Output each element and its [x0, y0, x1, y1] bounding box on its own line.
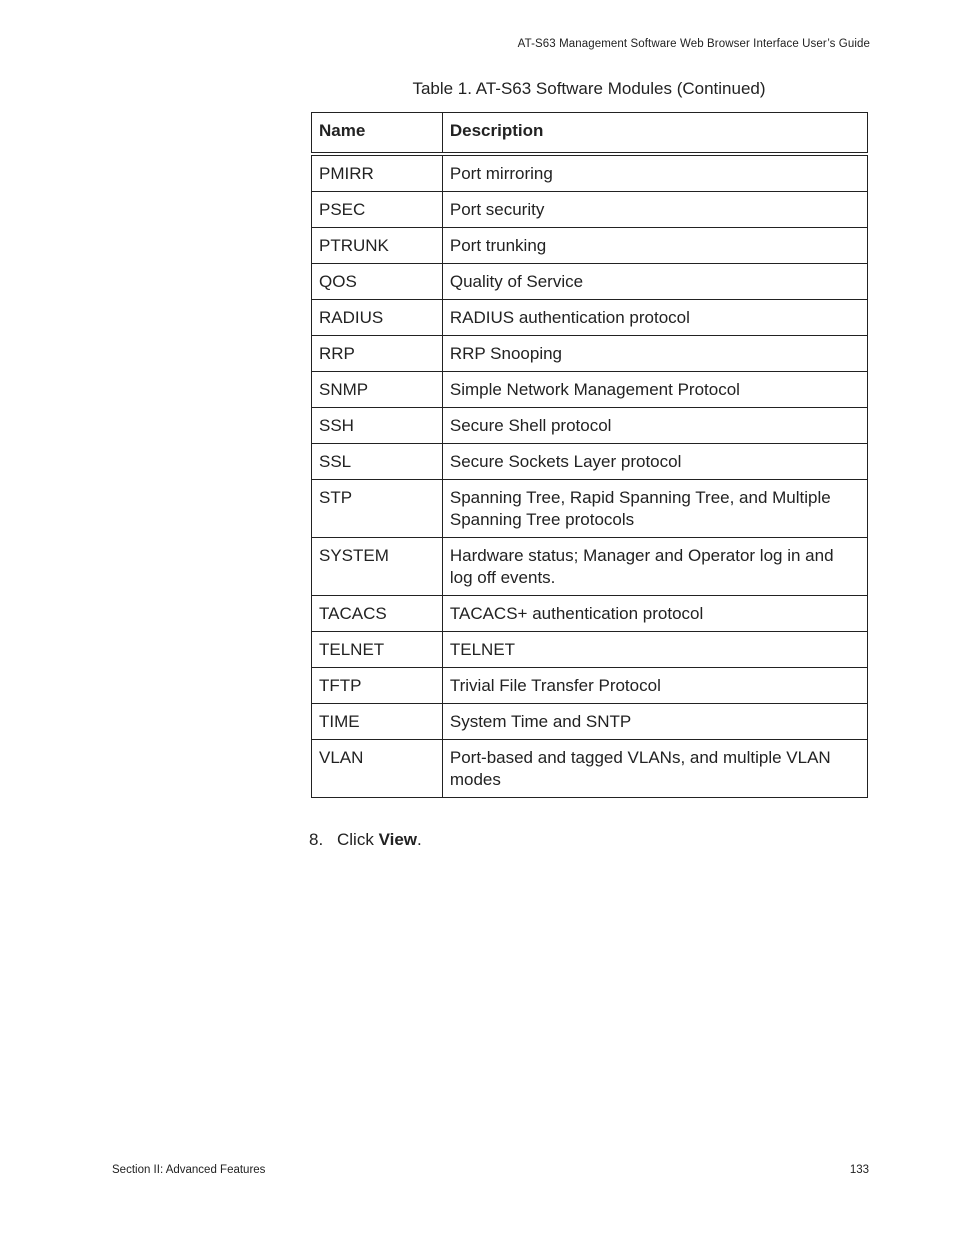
module-name-cell: RADIUS — [312, 300, 443, 336]
module-name-cell: VLAN — [312, 740, 443, 798]
module-name-cell: SSL — [312, 444, 443, 480]
module-name-cell: TFTP — [312, 668, 443, 704]
module-name-cell: TELNET — [312, 632, 443, 668]
table-row — [312, 668, 868, 704]
table-row — [312, 408, 868, 444]
module-description-cell: Secure Sockets Layer protocol — [442, 444, 867, 480]
module-description-cell: TELNET — [442, 632, 867, 668]
table-row — [312, 228, 868, 264]
module-description-cell: RRP Snooping — [442, 336, 867, 372]
running-header: AT-S63 Management Software Web Browser Interface User’s Guide — [517, 38, 870, 50]
module-name-cell: PMIRR — [312, 154, 443, 192]
table-row — [312, 264, 868, 300]
module-description-cell: Simple Network Management Protocol — [442, 372, 867, 408]
column-header-name: Name — [312, 113, 443, 155]
table-row — [312, 704, 868, 740]
step-prefix: Click — [337, 830, 379, 849]
step-number: 8. — [309, 830, 324, 849]
table-body — [312, 154, 868, 798]
footer-section: Section II: Advanced Features — [112, 1164, 266, 1176]
module-description-cell: Spanning Tree, Rapid Spanning Tree, and Multiple Spanning Tree protocols — [442, 480, 867, 538]
table-row — [312, 372, 868, 408]
table-row — [312, 632, 868, 668]
module-name-cell: RRP — [312, 336, 443, 372]
module-description-cell: TACACS+ authentication protocol — [442, 596, 867, 632]
table-row — [312, 480, 868, 538]
step-suffix: . — [417, 830, 422, 849]
table-row — [312, 538, 868, 596]
table-row — [312, 596, 868, 632]
table-row — [312, 336, 868, 372]
step-8 — [309, 830, 422, 850]
table-row — [312, 154, 868, 192]
module-description-cell: Port trunking — [442, 228, 867, 264]
module-description-cell: Hardware status; Manager and Operator log in and log off events. — [442, 538, 867, 596]
module-name-cell: SSH — [312, 408, 443, 444]
module-description-cell: Trivial File Transfer Protocol — [442, 668, 867, 704]
module-name-cell: QOS — [312, 264, 443, 300]
module-description-cell: System Time and SNTP — [442, 704, 867, 740]
table-caption: Table 1. AT-S63 Software Modules (Continued) — [412, 79, 766, 98]
module-name-cell: TIME — [312, 704, 443, 740]
table-header-row — [312, 113, 868, 155]
module-name-cell: SNMP — [312, 372, 443, 408]
module-description-cell: Port mirroring — [442, 154, 867, 192]
software-modules-table — [311, 112, 868, 798]
module-name-cell: STP — [312, 480, 443, 538]
module-description-cell: RADIUS authentication protocol — [442, 300, 867, 336]
table-row — [312, 300, 868, 336]
module-description-cell: Quality of Service — [442, 264, 867, 300]
module-name-cell: TACACS — [312, 596, 443, 632]
table-row — [312, 444, 868, 480]
module-description-cell: Port security — [442, 192, 867, 228]
step-action: View — [378, 830, 417, 849]
module-name-cell: PSEC — [312, 192, 443, 228]
module-name-cell: SYSTEM — [312, 538, 443, 596]
table-row — [312, 192, 868, 228]
column-header-description: Description — [442, 113, 867, 155]
module-name-cell: PTRUNK — [312, 228, 443, 264]
footer-page-number: 133 — [849, 1164, 869, 1176]
module-description-cell: Secure Shell protocol — [442, 408, 867, 444]
module-description-cell: Port-based and tagged VLANs, and multiple VLAN modes — [442, 740, 867, 798]
table-row — [312, 740, 868, 798]
